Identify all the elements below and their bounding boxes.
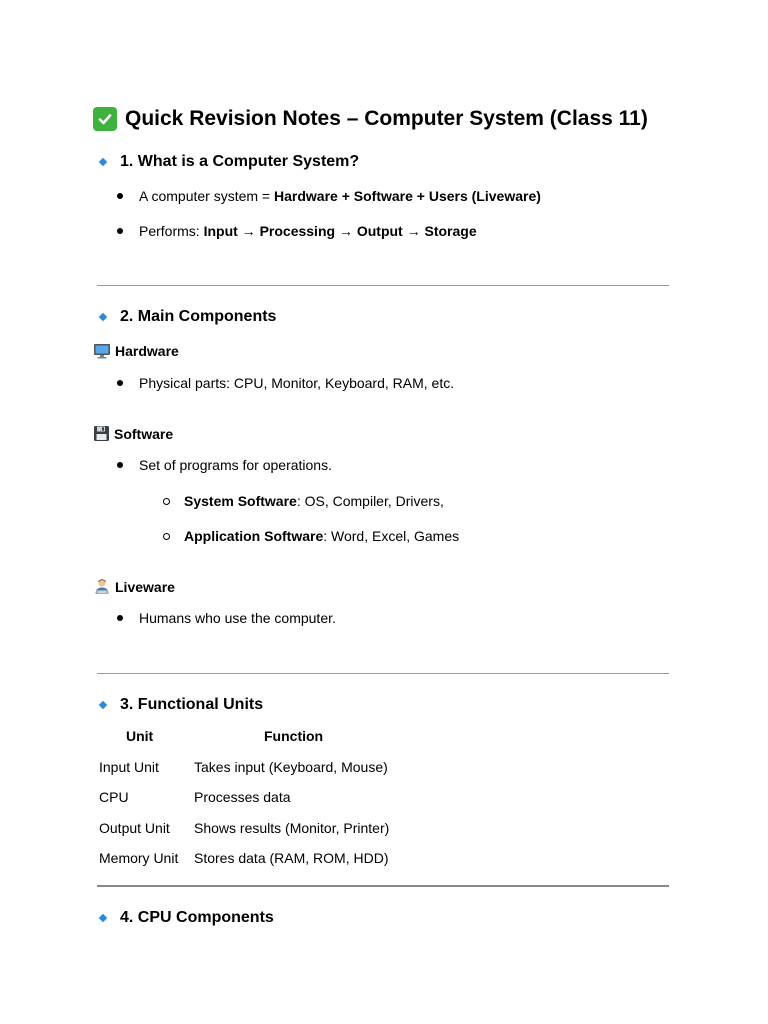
page-title-text: Quick Revision Notes – Computer System (Class 11) xyxy=(125,107,648,130)
technologist-icon xyxy=(93,578,111,595)
section-1-heading xyxy=(98,153,359,171)
desktop-computer-icon xyxy=(93,343,111,359)
liveware-heading xyxy=(93,578,175,595)
list-item-text: A computer system = Hardware + Software + Users (Liveware) xyxy=(139,188,541,204)
list-item xyxy=(117,223,477,239)
hardware-heading xyxy=(93,343,179,359)
section-3-heading-text: 3. Functional Units xyxy=(120,696,264,713)
bullet-ring xyxy=(163,533,170,540)
list-item-text: Performs: Input → Processing → Output → Storage xyxy=(139,223,477,239)
list-item-text: Set of programs for operations. xyxy=(139,457,332,473)
sub-list-item xyxy=(163,528,459,544)
divider xyxy=(97,285,669,286)
bullet-dot xyxy=(117,228,123,234)
bullet-dot xyxy=(117,193,123,199)
floppy-disk-icon xyxy=(93,425,110,442)
bullet-dot xyxy=(117,462,123,468)
table-cell-function: Takes input (Keyboard, Mouse) xyxy=(194,759,388,775)
table-header-unit: Unit xyxy=(126,728,154,744)
table-cell-unit: CPU xyxy=(99,789,129,805)
section-2-heading-text: 2. Main Components xyxy=(120,308,277,325)
table-cell-function: Processes data xyxy=(194,789,291,805)
diamond-icon xyxy=(99,313,107,321)
section-1-heading-text: 1. What is a Computer System? xyxy=(120,153,360,170)
list-item xyxy=(117,375,454,391)
table-header-function: Function xyxy=(264,728,324,744)
table-cell-function: Stores data (RAM, ROM, HDD) xyxy=(194,850,389,866)
list-item xyxy=(117,457,332,473)
software-heading xyxy=(93,425,173,442)
section-4-heading xyxy=(98,909,274,927)
divider xyxy=(97,673,669,674)
table-cell-unit: Input Unit xyxy=(99,759,159,775)
diamond-icon xyxy=(99,701,107,709)
hardware-heading-text: Hardware xyxy=(115,343,179,359)
sub-list-item xyxy=(163,493,444,509)
diamond-icon xyxy=(99,158,107,166)
diamond-icon xyxy=(99,914,107,922)
divider xyxy=(97,885,669,887)
section-2-heading xyxy=(98,308,276,326)
bullet-ring xyxy=(163,498,170,505)
liveware-heading-text: Liveware xyxy=(115,578,175,595)
check-mark-icon xyxy=(93,107,117,131)
list-item xyxy=(117,610,336,626)
bullet-dot xyxy=(117,380,123,386)
software-heading-text: Software xyxy=(114,425,174,442)
section-4-heading-text: 4. CPU Components xyxy=(120,909,274,926)
sub-list-item-text: System Software: OS, Compiler, Drivers, xyxy=(184,493,444,509)
page-title xyxy=(93,107,648,131)
bullet-dot xyxy=(117,615,123,621)
list-item-text: Humans who use the computer. xyxy=(139,610,336,626)
table-cell-function: Shows results (Monitor, Printer) xyxy=(194,820,390,836)
sub-list-item-text: Application Software: Word, Excel, Games xyxy=(184,528,460,544)
table-cell-unit: Output Unit xyxy=(99,820,170,836)
section-3-heading xyxy=(98,696,263,714)
table-cell-unit: Memory Unit xyxy=(99,850,179,866)
list-item xyxy=(117,188,541,204)
list-item-text: Physical parts: CPU, Monitor, Keyboard, RAM, etc. xyxy=(139,375,455,391)
